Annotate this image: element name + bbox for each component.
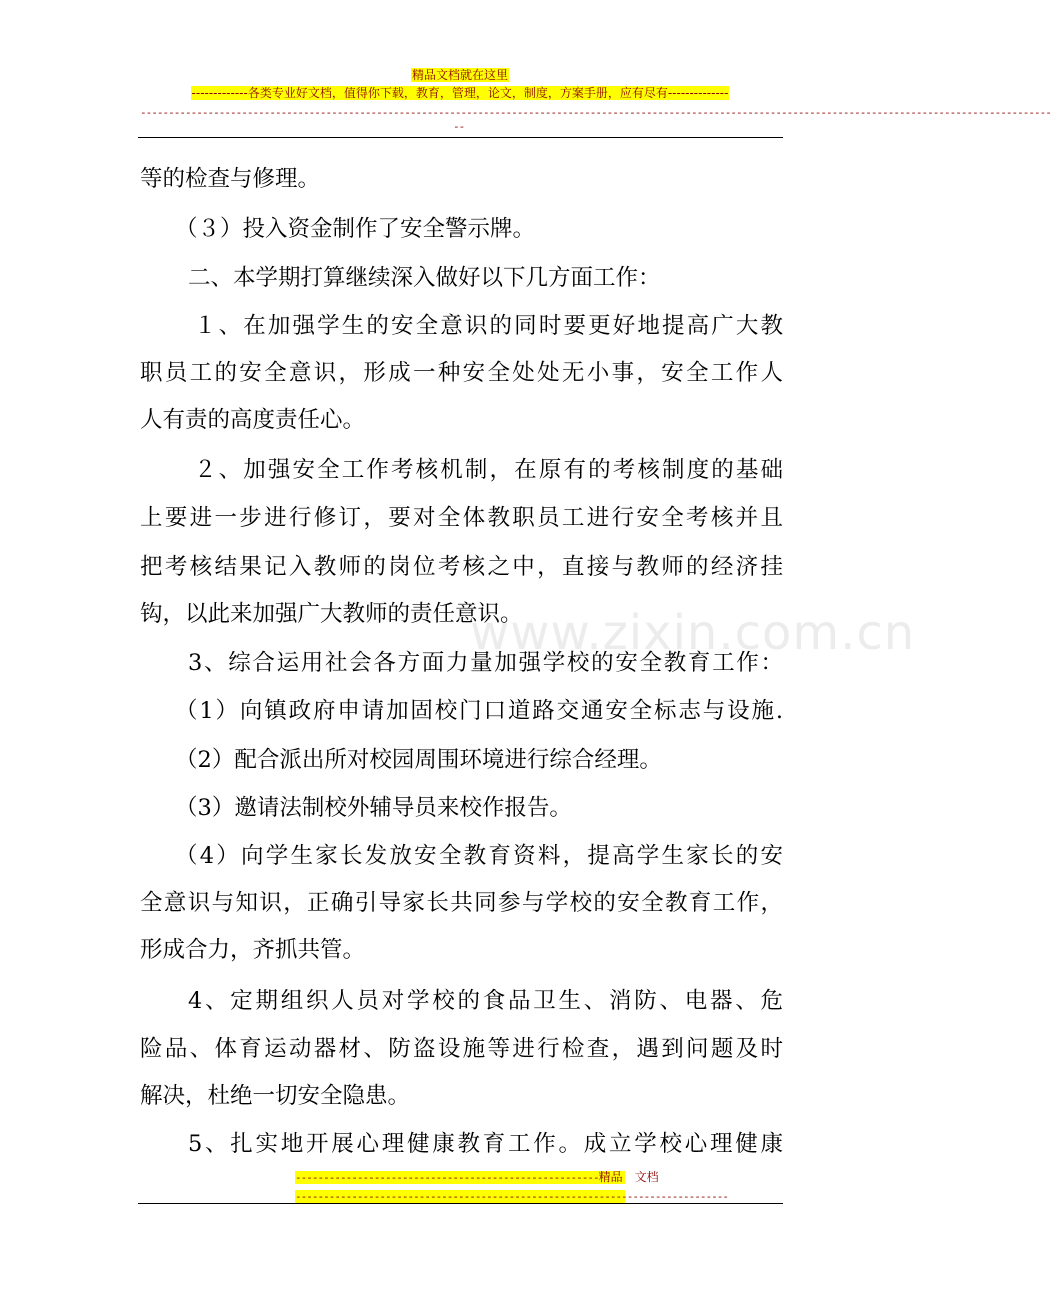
footer-line [295,1170,659,1184]
footer-dashes: ------------------------------------------------------ [295,1171,599,1184]
body-line: 等的检查与修理。 [140,166,321,192]
body-line: 4、定期组织人员对学校的食品卫生、消防、电器、危 [188,988,783,1014]
body-line: 职员工的安全意识，形成一种安全处处无小事，安全工作人 [140,360,783,386]
body-line: （4）向学生家长发放安全教育资料，提高学生家长的安 [175,843,783,869]
body-line: １、在加强学生的安全意识的同时要更好地提高广大教 [194,313,783,339]
footer-label: 精品 文档 [598,1170,659,1184]
footer-dash-line: ----------------------------------------------------------------------------- [295,1190,728,1203]
body-line: 上要进一步进行修订，要对全体教职员工进行安全考核并且 [140,505,783,531]
body-line: （3）邀请法制校外辅导员来校作报告。 [175,795,572,821]
body-line: 人有责的高度责任心。 [140,407,366,433]
body-line: 形成合力，齐抓共管。 [140,937,366,963]
body-line: 险品、体育运动器材、防盗设施等进行检查，遇到问题及时 [140,1036,783,1062]
body-line: ２、加强安全工作考核机制，在原有的考核制度的基础 [194,457,783,483]
body-line: 钩，以此来加强广大教师的责任意识。 [140,601,523,627]
body-line: 二、本学期打算继续深入做好以下几方面工作： [188,265,661,291]
body-line: 全意识与知识，正确引导家长共同参与学校的安全教育工作， [140,890,783,916]
header-rule [138,137,783,138]
body-line: （2）配合派出所对校园周围环境进行综合经理。 [175,747,662,773]
watermark: www.zixin.com.cn [470,605,916,661]
header-dash-tail: -- [453,120,465,133]
header-subtitle: -------------各类专业好文档，值得你下载，教育，管理，论文，制度，方案手册，应有尽有-------------- [191,86,729,100]
body-line: 解决，杜绝一切安全隐患。 [140,1083,411,1109]
footer-rule [138,1203,783,1204]
header-title: 精品文档就在这里 [411,68,508,82]
body-line: （３）投入资金制作了安全警示牌。 [175,216,536,242]
header-dash-line: ------------------------------------------------------------------------------------------------------------------------------------------------------------------ [140,106,1051,119]
body-line: 把考核结果记入教师的岗位考核之中，直接与教师的经济挂 [140,554,783,580]
body-line: 5、扎实地开展心理健康教育工作。成立学校心理健康 [188,1131,783,1157]
body-line: 3、综合运用社会各方面力量加强学校的安全教育工作： [188,650,783,676]
body-line: （1）向镇政府申请加固校门口道路交通安全标志与设施. [175,698,783,724]
